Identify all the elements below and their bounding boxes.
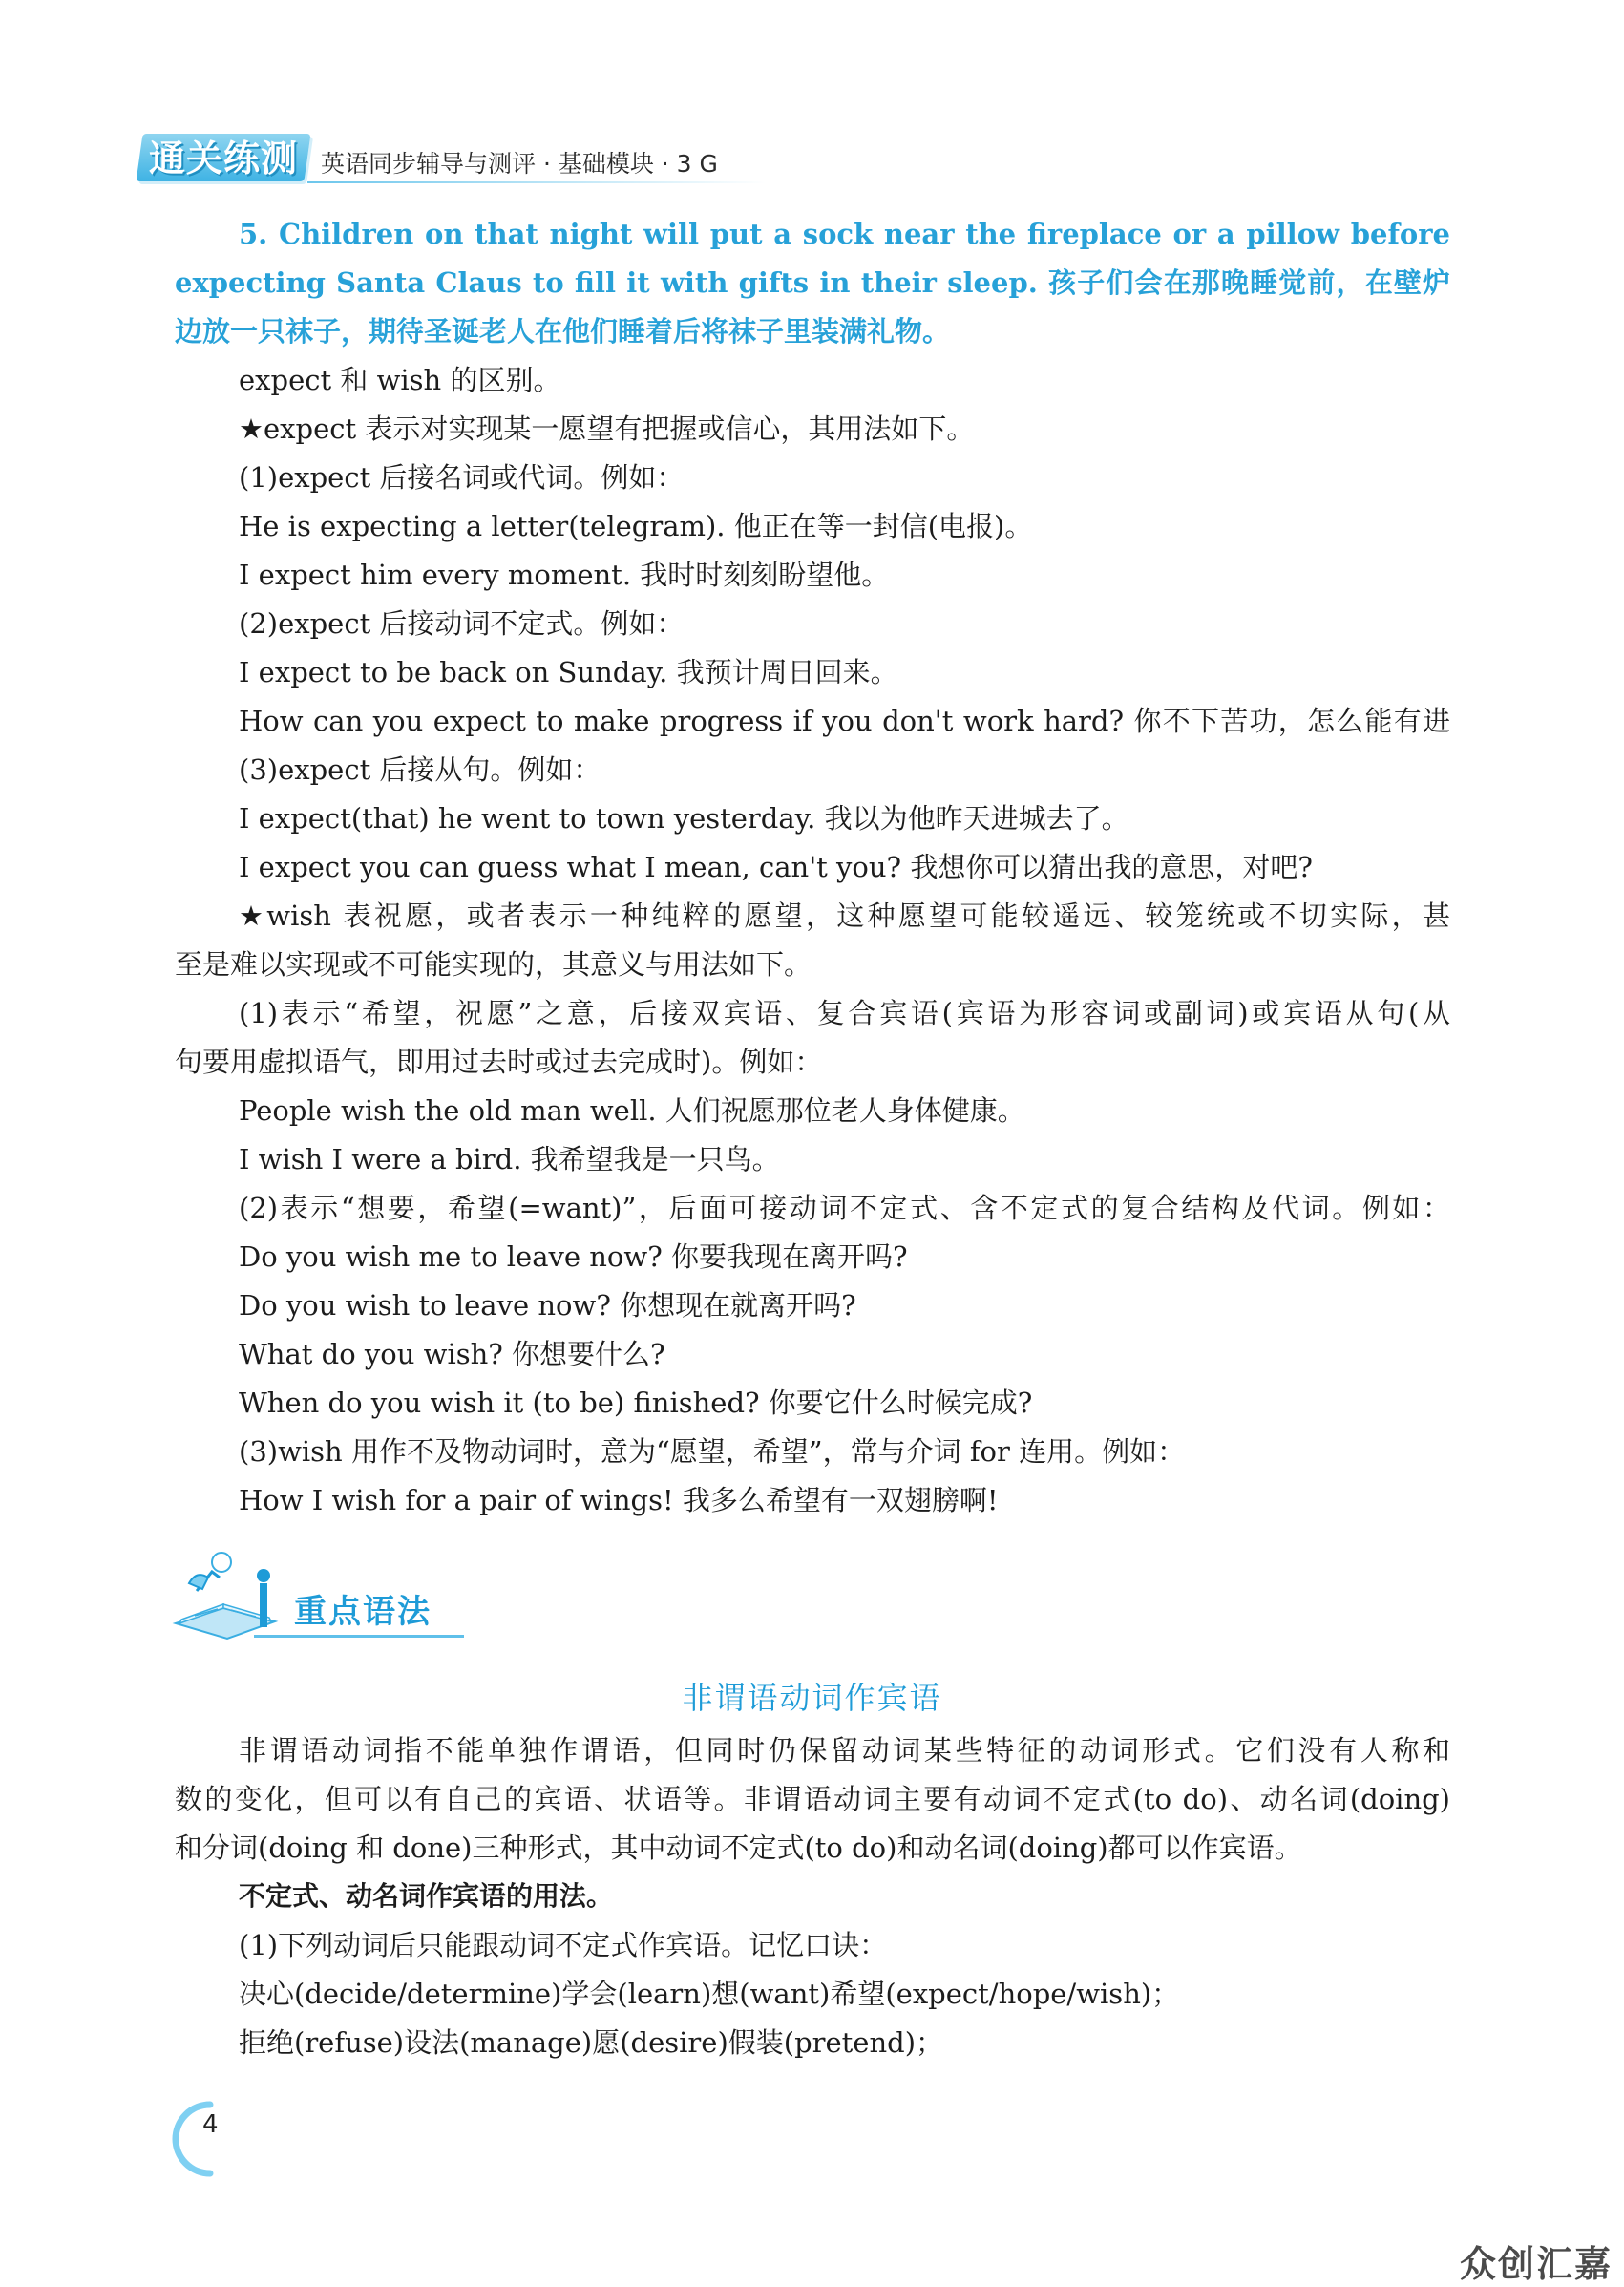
content-line: ★wish 表祝愿，或者表示一种纯粹的愿望，这种愿望可能较遥远、较笼统或不切实际，甚	[239, 900, 1450, 932]
content-line: How I wish for a pair of wings! 我多么希望有一双翅膀啊!	[239, 1484, 999, 1516]
grammar-line: 决心(decide/determine)学会(learn)想(want)希望(expect/hope/wish)；	[239, 1978, 1180, 2010]
page-header	[139, 128, 760, 185]
content-line: Do you wish to leave now? 你想现在就离开吗?	[239, 1289, 856, 1322]
content-line: (1)expect 后接名词或代词。例如：	[239, 461, 685, 494]
grammar-paragraph-line: 和分词(doing 和 done)三种形式，其中动词不定式(to do)和动名词(doing)都可以作宾语。	[175, 1832, 1302, 1864]
content-line: (2)expect 后接动词不定式。例如：	[239, 607, 685, 640]
watermark: 众创汇嘉	[1459, 2243, 1613, 2285]
content-line: (1)表示“希望，祝愿”之意，后接双宾语、复合宾语(宾语为形容词或副词)或宾语从句(从	[239, 997, 1450, 1029]
grammar-paragraph-line: 非谓语动词指不能单独作谓语，但同时仍保留动词某些特征的动词形式。它们没有人称和	[239, 1734, 1450, 1767]
subheading: 非谓语动词作宾语	[682, 1680, 942, 1716]
content-line: I wish I were a bird. 我希望我是一只鸟。	[239, 1143, 780, 1175]
content-line: (3)expect 后接从句。例如：	[239, 753, 601, 786]
content-line: People wish the old man well. 人们祝愿那位老人身体健康。	[239, 1094, 1025, 1127]
content-line: (2)表示“想要，希望(=want)”，后面可接动词不定式、含不定式的复合结构及代词。例如：	[239, 1192, 1450, 1224]
highlight-line-1: 5. Children on that night will put a sock near the fireplace or a pillow before	[239, 218, 1450, 250]
content-line: When do you wish it (to be) finished? 你要它什么时候完成?	[239, 1387, 1033, 1419]
content-line: I expect you can guess what I mean, can't you? 我想你可以猜出我的意思，对吧?	[239, 851, 1313, 883]
content-line: He is expecting a letter(telegram). 他正在等一封信(电报)。	[239, 510, 1033, 542]
highlight-line-2: expecting Santa Claus to fill it with gifts in their sleep. 孩子们会在那晚睡觉前，在壁炉	[175, 266, 1450, 299]
bold-heading: 不定式、动名词作宾语的用法。	[239, 1880, 614, 1912]
grammar-line: (1)下列动词后只能跟动词不定式作宾语。记忆口诀：	[239, 1929, 888, 1961]
book-title: 英语同步辅导与测评 · 基础模块 · 3 G	[321, 150, 718, 178]
content-line: I expect(that) he went to town yesterday. 我以为他昨天进城去了。	[239, 802, 1129, 835]
content-line: I expect him every moment. 我时时刻刻盼望他。	[239, 559, 890, 591]
content-line: 至是难以实现或不可能实现的，其意义与用法如下。	[175, 948, 812, 981]
grammar-line: 拒绝(refuse)设法(manage)愿(desire)假装(pretend)；	[239, 2026, 944, 2059]
content-line: expect 和 wish 的区别。	[239, 364, 561, 396]
grammar-paragraph-line: 数的变化，但可以有自己的宾语、状语等。非谓语动词主要有动词不定式(to do)、动名词(doing)	[175, 1783, 1450, 1815]
content-line: (3)wish 用作不及物动词时，意为“愿望，希望”，常与介词 for 连用。例如：	[239, 1435, 1186, 1468]
highlight-line-3: 边放一只袜子，期待圣诞老人在他们睡着后将袜子里装满礼物。	[175, 315, 951, 348]
section-divider	[254, 1635, 464, 1638]
content-line: 句要用虚拟语气，即用过去时或过去完成时)。例如：	[175, 1046, 823, 1078]
header-divider	[307, 181, 766, 183]
content-line: Do you wish me to leave now? 你要我现在离开吗?	[239, 1240, 908, 1273]
content-line: I expect to be back on Sunday. 我预计周日回来。	[239, 656, 898, 688]
content-line: How can you expect to make progress if you don't work hard? 你不下苦功，怎么能有进	[239, 705, 1450, 737]
page-number: 4	[202, 2110, 219, 2139]
page-number-badge	[168, 2097, 254, 2183]
section-banner	[168, 1549, 464, 1644]
book-lamp-icon	[168, 1549, 292, 1644]
content-line: ★expect 表示对实现某一愿望有把握或信心，其用法如下。	[239, 413, 975, 445]
logo-text: 通关练测	[149, 138, 299, 180]
section-title: 重点语法	[294, 1593, 432, 1631]
content-line: What do you wish? 你想要什么?	[239, 1338, 665, 1370]
